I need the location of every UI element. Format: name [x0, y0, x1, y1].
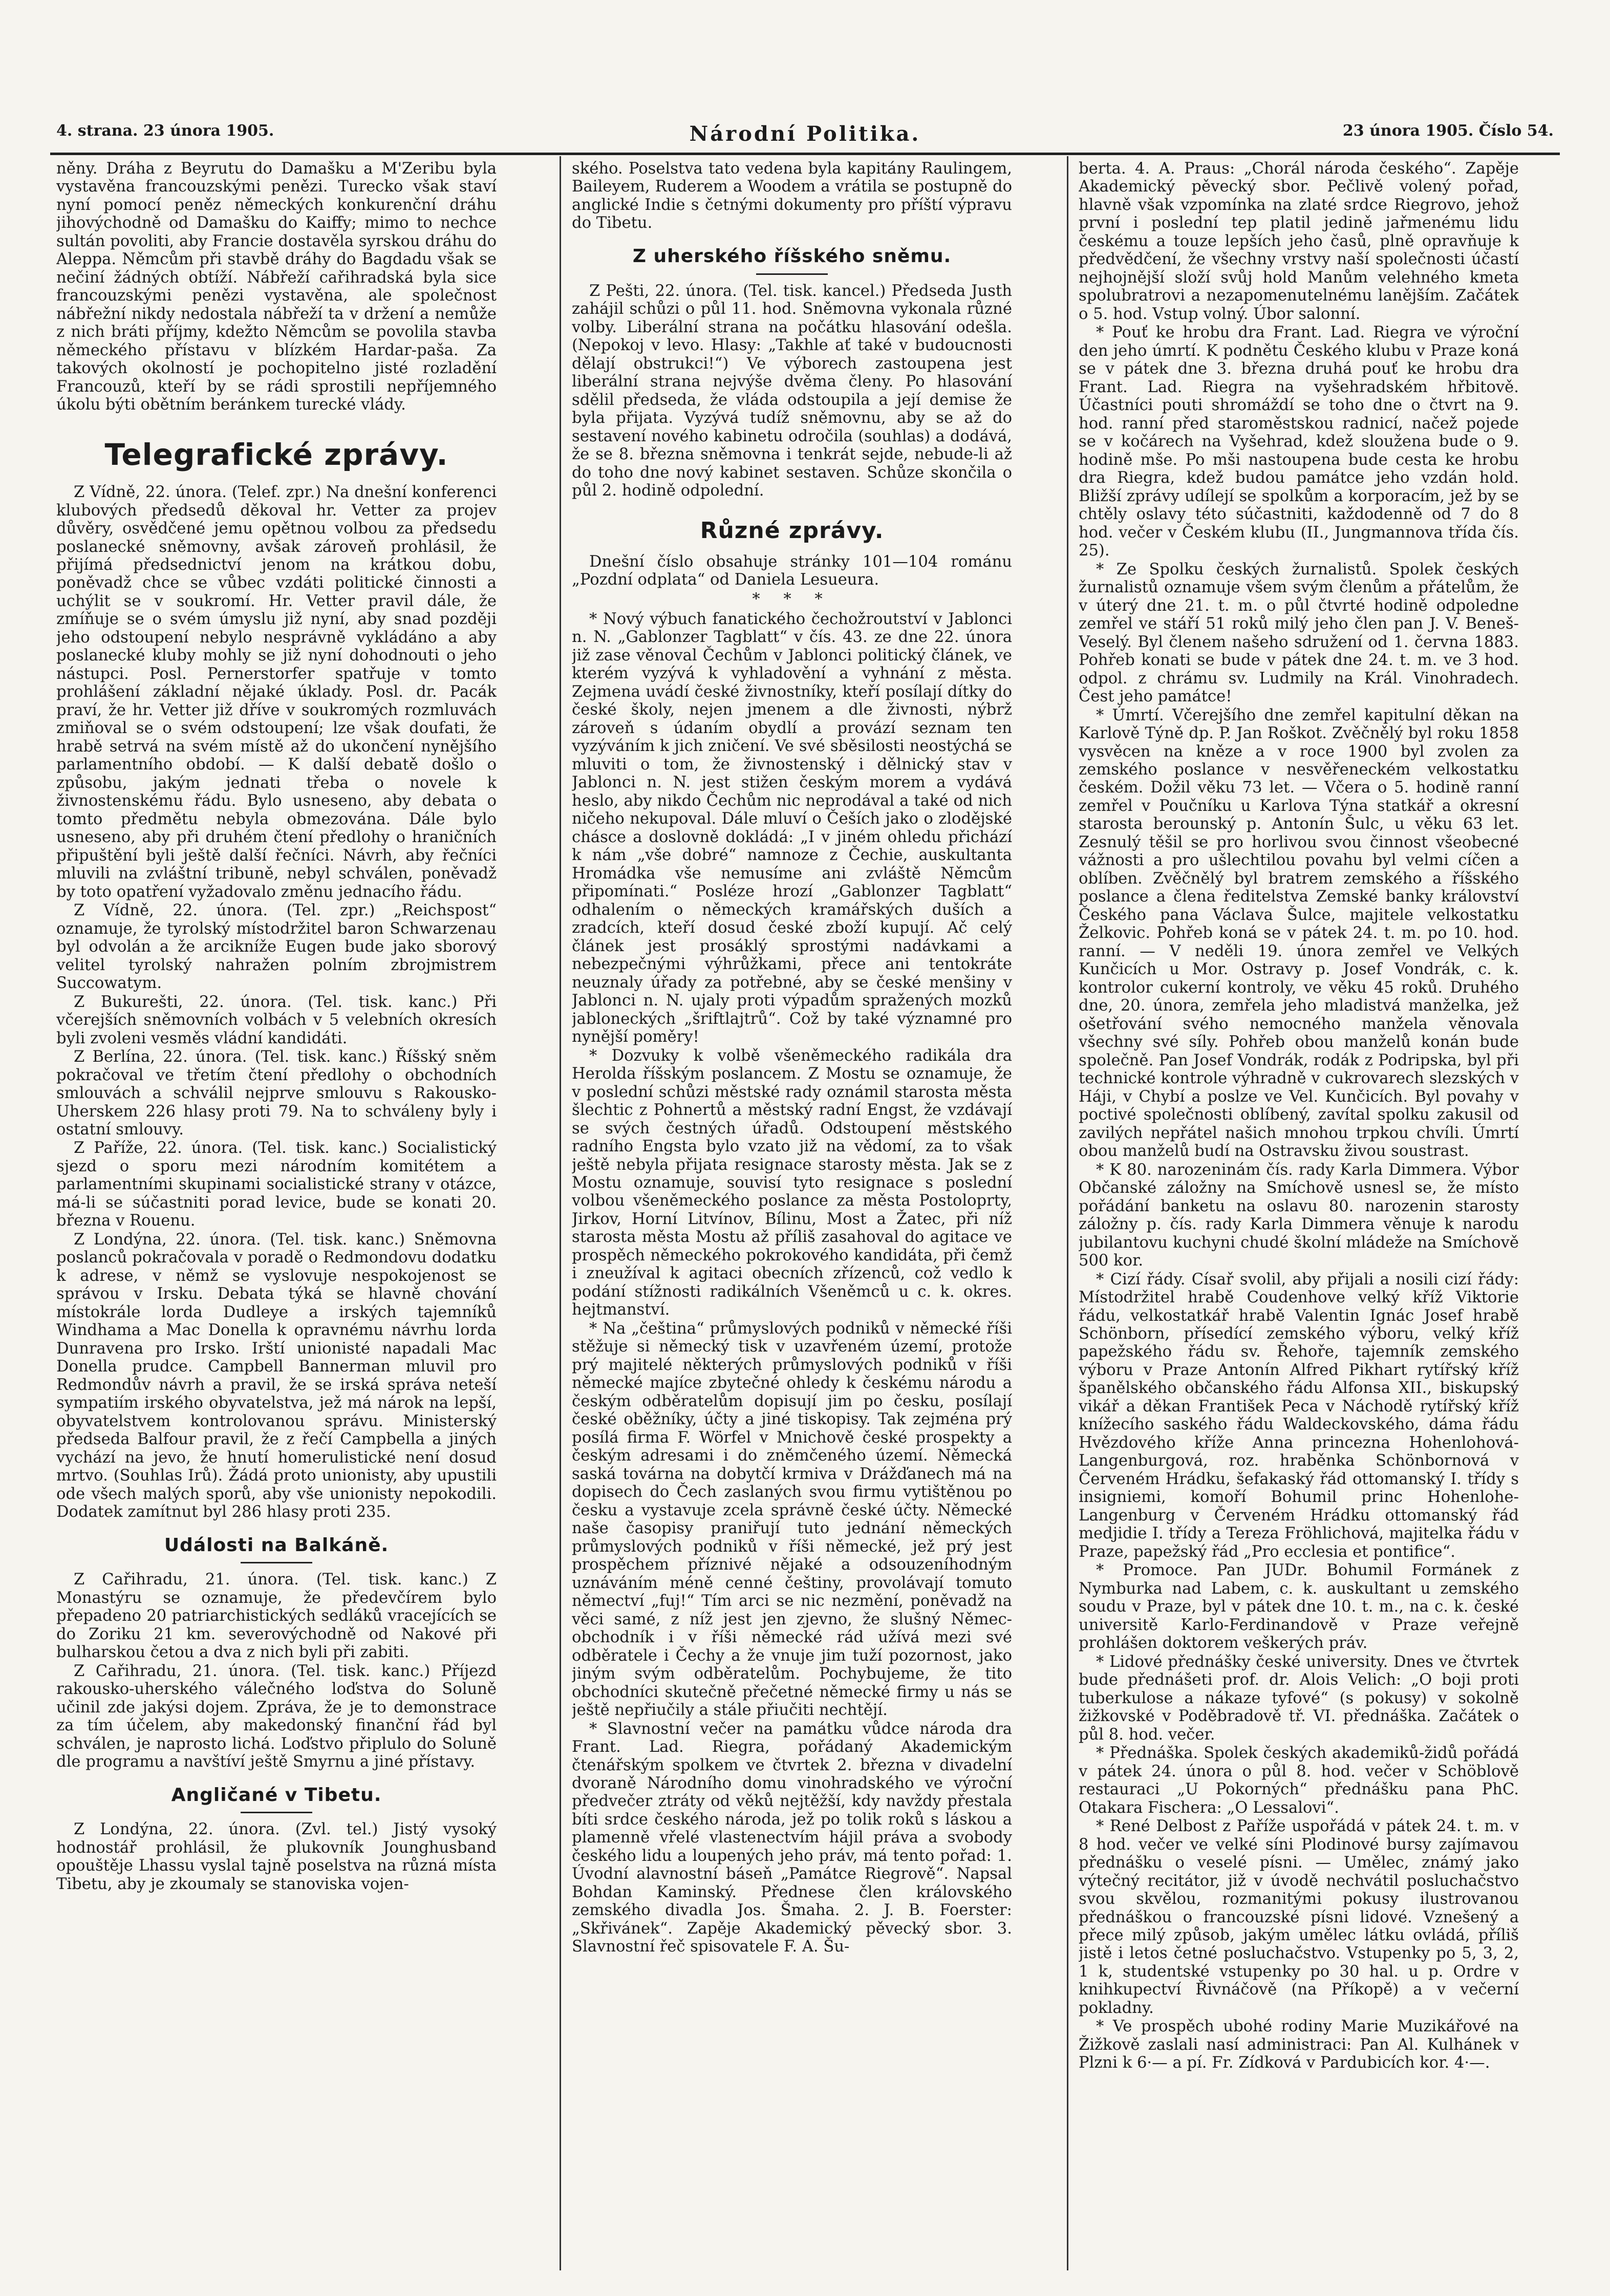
section-heading-ruzne-zpravy: Různé zprávy. — [700, 517, 884, 544]
paragraph: * Na „čeština“ průmyslových podniků v německé říši stěžuje si německý tisk v uzavřeném území, protože prý majitelé některých průmyslových podniků v říši německé majíce zbytečné ohledy k českému národu a českým odběratelům dopisují jim po česku, posílají české oběžníky, účty a jiné tiskopisy. Tak zejména prý posílá firma F. Wörfel v Mnichově české prospekty a českým adresami i do zněmčeného území. Německá saská továrna na dobytčí krmiva v Drážďanech má na dopisech do Čech zaslaných svou firmu vytištěnou po česku a vystavuje zcela správně české účty. Německé naše časopisy praniřují tuto jednání německých průmyslových podniků v říši německé, jež prý jest prospěchem příznivé nějaké a odsouzeníhodným uznáváním méně cenné češtiny, provolávají tomuto němectví „fuj!“ Tím arci se nic nezmění, poněvadž na věci samé, z níž jest jen zjevno, že slušný Němec-obchodník i v říši německé rád užívá mezi své odběratele i Čechy a že vnuje jim tuží pozornost, jako jiným svým odběratelům. Pochybujeme, že tito obchodníci skutečně přečetné německé firmy u nás se ještě nepřiučily a stále přiučiti nechtějí. — [572, 1319, 1012, 1720]
paragraph: Z Bukurešti, 22. února. (Tel. tisk. kanc.) Při včerejších sněmovních volbách v 5 velebních okresích byli zvoleni vesměs vládní kandidáti. — [56, 993, 497, 1047]
heading-rule — [756, 273, 828, 275]
paragraph: Z Londýna, 22. února. (Tel. tisk. kanc.) Sněmovna poslanců pokračovala v poradě o Redmondovu dodatku k adrese, v němž se vyslovuje nespokojenost se správou v Irsku. Debata týká se hlavně chování místokrále lorda Dudleye a irských tajemníků Windhama a Mac Donella k opravnému návrhu lorda Dunravena pro Irsko. Irští unionisté napadali Mac Donella prudce. Campbell Bannerman mluvil pro Redmondův návrh a pravil, že se irská správa neteší sympatiím irského obyvatelstva, jež má nárok na lepší, obyvatelstvem kontrolovanou správu. Ministerský předseda Balfour pravil, že z řečí Campbella a jiných vychází na jevo, že hnutí homerulistické není dosud mrtvo. (Souhlas Irů). Žádá proto unionisty, aby upustili ode všech malých sporů, aby vše unionisty nepokodili. Dodatek zamítnut byl 286 hlasy proti 235. — [56, 1230, 497, 1521]
header-right-issue: 23 února 1905. Číslo 54. — [1342, 122, 1554, 140]
heading-rule — [241, 1812, 312, 1813]
paragraph: * Lidové přednášky české university. Dnes ve čtvrtek bude přednášeti prof. dr. Alois Velich: „O boji proti tuberkulose a nákaze tyfové“ (s pokusy) v sokolně žižkovské v Poděbradově tř. VI. přednáška. Začátek o půl 8. hod. večer. — [1079, 1653, 1519, 1744]
header-rule — [50, 153, 1560, 155]
paragraph: ského. Poselstva tato vedena byla kapitány Raulingem, Baileyem, Ruderem a Woodem a vrátila se postupně do anglické Indie s četnými dokumenty pro příští výpravu do Tibetu. — [572, 160, 1012, 232]
paragraph: Dnešní číslo obsahuje stránky 101—104 románu „Pozdní odplata“ od Daniela Lesueura. — [572, 552, 1012, 589]
paragraph: * Přednáška. Spolek českých akademiků-židů pořádá v pátek 24. února o půl 8. hod. večer v Schöblově restauraci „U Pokorných“ přednášku pana PhC. Otakara Fischera: „O Lessalovi“. — [1079, 1744, 1519, 1817]
section-heading-balkan: Události na Balkáně. — [164, 1534, 389, 1556]
masthead-title: Národní Politika. — [689, 122, 921, 146]
column-2 — [572, 160, 1012, 2269]
paragraph: něny. Dráha z Beyrutu do Damašku a M'Zeribu byla vystavěna francouzskými penězi. Turecko však staví nyní pomocí peněz německých konkurenční dráhu jihovýchodně od Damašku do Kaiffy; mimo to nechce sultán povoliti, aby Francie dostavěla syrskou dráhu do Aleppa. Němcům při stavbě dráhy do Bagdadu však se nečiní žádných obtíží. Nábřeží cařihradská byla sice francouzskými penězi vystavěna, ale společnost nábřežní nikdy nedostala nábřeží ta v držení a nemůže z nich bráti příjmy, kdežto Němcům se povolila stavba německého přístavu v blízkém Hardar-paša. Za takových okolností je pochopitelno jisté rozladění Francouzů, kteří by se rádi sprostili nepříjemného úkolu býti obětním beránkem turecké vlády. — [56, 160, 497, 414]
paragraph: berta. 4. A. Praus: „Chorál národa českého“. Zapěje Akademický pěvecký sbor. Pečlivě volený pořad, hlavně však vzpomínka na zlaté srdce Riegrovo, jehož první i poslední tep platil jedině jařmenému lidu českému a touze lepších jeho časů, plně opravňuje k předvědčení, že všechny vrstvy naší společnosti účastí nejhojnější složí svůj hold Manům velehného kmeta spolubratrovi a nezapomenutelnému lanějším. Začátek o 5. hod. Vstup volný. Úbor salonní. — [1079, 160, 1519, 323]
heading-rule — [241, 1562, 312, 1563]
paragraph: Z Pešti, 22. února. (Tel. tisk. kancel.) Předseda Justh zahájil schůzi o půl 11. hod. Sněmovna vykonala různé volby. Liberální strana na počátku hlasování odešla. (Nepokoj v levo. Hlasy: „Takhle ať také v budoucnosti dělají obstrukci!“) Ve výborech zastoupena jest liberální strana nejvýše dvěma členy. Po hlasování sdělil předseda, že vláda odstoupila a její demise že byla přijata. Vyzývá tudíž sněmovnu, aby se až do sestavení nového kabinetu odročila (souhlas) a dodává, že se 8. března sněmovna i tenkrát sejde, nebude-li až do toho dne nový kabinet sestaven. Schůze skončila o půl 2. hodině odpolední. — [572, 282, 1012, 500]
paragraph: * René Delbost z Paříže uspořádá v pátek 24. t. m. v 8 hod. večer ve velké síni Plodinové bursy zajímavou přednášku o veselé písni. — Umělec, známý jako výtečný recitátor, již v úvodě nechvátil posluchačstvo svou skvělou, rozmanitými pokusy ilustrovanou přednáškou o francouzské písni lidové. Vznešený a přece milý způsob, jakým umělec látku ovládá, příliš jistě i letos četné posluchačstvo. Vstupenky po 5, 3, 2, 1 k, studentské vstupenky po 30 hal. u p. Ordre v knihkupectví Řivnáčově (na Příkopě) a v večerní pokladny. — [1079, 1817, 1519, 2017]
column-divider-2 — [1067, 156, 1068, 2270]
column-divider-1 — [560, 156, 561, 2270]
paragraph: Z Berlína, 22. února. (Tel. tisk. kanc.) Říšský sněm pokračoval ve třetím čtení předlohy o obchodních smlouvách a schválil nejprve smlouvu s Rakousko-Uherskem 226 hlasy proti 79. Na to schváleny byly i ostatní smlouvy. — [56, 1048, 497, 1139]
paragraph: * Dozvuky k volbě všeněmeckého radikála dra Herolda říšským poslancem. Z Mostu se oznamuje, že v poslední schůzi městské rady oznámil starosta města šlechtic z Pohnertů a městský radní Engst, že vzdávají se svých čestných úřadů. Odstoupení městského radního Engsta bylo vzato již na vědomí, za to však ještě nebyla přijata resignace starosty města. Jak se z Mostu oznamuje, souvisí tyto resignace s poslední volbou všeněmeckého poslance za města Postoloprty, Jirkov, Horní Litvínov, Bílinu, Most a Žatec, při níž starosta města Mostu až příliš zasahoval do agitace ve prospěch německého pokrokového kandidáta, při čemž i zneužíval k agitaci obecních zřízenců, což vedlo k podání stížnosti radikálních Všeněmců u c. k. okres. hejtmanství. — [572, 1046, 1012, 1319]
paragraph: * K 80. narozeninám čís. rady Karla Dimmera. Výbor Občanské záložny na Smíchově usnesl se, že místo pořádání banketu na oslavu 80. narozenin starosty záložny p. čís. rady Karla Dimmera věnuje k narodu jubilantovu kuchyni chudé školní mládeže na Smíchově 500 kor. — [1079, 1161, 1519, 1270]
paragraph: Z Londýna, 22. února. (Zvl. tel.) Jistý vysoký hodnostář prohlásil, že plukovník Jounghusband opouštěje Lhassu vyslal tajně poselstva na různá místa Tibetu, aby je zkoumaly se stanoviska vojen- — [56, 1820, 497, 1893]
paragraph: * Nový výbuch fanatického čechožroutství v Jablonci n. N. „Gablonzer Tagblatt“ v čís. 43. ze dne 22. února již zase věnoval Čechům v Jablonci politický článek, ve kterém vyzývá k vyhladovění a vyhnání z města. Zejmena uvádí české živnostníky, kteří posílají dítky do české školy, nejen jmenem a dle živnosti, nýbrž zároveň s údaním obydlí a provází seznam ten vyzýváním k jich zničení. Ve své sběsilosti neostýchá se mluviti o tom, že živnostenský i dělnický stav v Jablonci n. N. jest stižen českým morem a vydává heslo, aby nikdo Čechům nic neprodával a také od nich ničeho nekupoval. Dále mluví o Češích jako o zlodějské chásce a doslovně dokládá: „I v jiném ohledu přichází k nám „vše dobré“ namnoze z Čechie, auskultanta Hromádka vše nemusíme ani zvláště Němcům připomínati.“ Posléze hrozí „Gablonzer Tagblatt“ odhalením o německých kramářských duších a zradcích, kteří dosud české zboží kupují. Ač celý článek jest prosáklý sprostými nadávkami a nebezpečnými výhrůžkami, přece ani tentokráte neuznaly úřady za potřebné, aby se české menšiny v Jablonci n. N. ujaly proti výpadům spražených mozků jabloneckých „šriftlajtrů“. Což by také významné pro nynější poměry! — [572, 610, 1012, 1046]
paragraph: Z Vídně, 22. února. (Telef. zpr.) Na dnešní konferenci klubových předsedů děkoval hr. Vetter za projev důvěry, osvědčené jemu opětnou volbou za předsedu poslanecké sněmovny, avšak zároveň prohlásil, že přijímá předsednictví jenom na krátkou dobu, poněvadž chce se vůbec vzdáti politické činnosti a uchýlit se v soukromí. Hr. Vetter pravil dále, že zmíňuje se o svém úmyslu již nyní, aby snad později jeho odstoupení nebylo nesprávně vykládáno a aby poslanecké kluby mohly se již nyní dohodnouti o jeho nástupci. Posl. Pernerstorfer spatřuje v tomto prohlášení základní nějaké úklady. Posl. dr. Pacák praví, že hr. Vetter již dříve v soukromých rozmluvách zmiňoval se o svém odstoupení; lze však doufati, že hrabě setrvá na svém místě až do ukončení nynějšího parlamentního období. — K další debatě došlo o způsobu, jakým jednati třeba o novele k živnostenskému řádu. Bylo usneseno, aby debata o tomto předmětu nebyla obmezována. Dále bylo usneseno, aby při druhém čtení předlohy o hraničních připuštění byli ještě další řečníci. Návrh, aby řečníci mluvili na zvláštní tribuně, nebyl schválen, poněvadž by toto opatření vyžadovalo změnu jednacího řádu. — [56, 483, 497, 901]
paragraph: Z Vídně, 22. února. (Tel. zpr.) „Reichspost“ oznamuje, že tyrolský místodržitel baron Schwarzenau byl odvolán a že arcikníže Eugen bude jako sborový velitel tyrolský nahražen polním zbrojmistrem Succowatym. — [56, 902, 497, 993]
column-1 — [56, 160, 497, 2269]
column-3 — [1079, 160, 1519, 2269]
paragraph: Z Paříže, 22. února. (Tel. tisk. kanc.) Socialistický sjezd o sporu mezi národním komitétem a parlamentními skupinami socialistické strany v otázce, má-li se súčastniti porad levice, bude se konati 20. března v Rouenu. — [56, 1139, 497, 1230]
section-heading-tibet: Angličané v Tibetu. — [171, 1784, 382, 1806]
paragraph: * Úmrtí. Včerejšího dne zemřel kapitulní děkan na Karlově Týně dp. P. Jan Roškot. Zvěčnělý byl roku 1858 vysvěcen na kněze a v roce 1900 byl zvolen za zemského poslance v nesvěřeneckém velkostatku českém. Dožil věku 73 let. — Včera o 5. hodině ranní zemřel v Poučníku u Karlova Týna statkář a okresní starosta berounský p. Antonín Šulc, u věku 63 let. Zesnulý těšil se pro horlivou svou činnost všeobecné vážnosti a pro ušlechtilou povahu byl velmi cíčen a oblíben. Zvěčnělý byl bratrem zemského a říšského poslance a člena ředitelstva Zemské banky království Českého pana Václava Šulce, majitele velkostatku Želkovic. Pohřeb koná se v pátek 24. t. m. po 10. hod. ranní. — V neděli 19. února zemřel ve Velkých Kunčicích u Mor. Ostravy p. Josef Vondrák, c. k. kontrolor cukerní kontroly, ve věku 45 roků. Druhého dne, 20. února, zemřela jeho mladistvá manželka, jež ošetřování svého nemocného manžela věnovala všechny své síly. Pohřeb obou manželů konán bude společně. Pan Josef Vondrák, rodák z Podripska, byl při technické kontrole výhradně v cukrovarech slezských v Háji, v Chybí a poslze ve Vel. Kunčicích. Byl povahy v poctivé společnosti oblíbený, zavítal spolku zakusil od zavilých nepřátel našich mnohou trpkou chvíli. Úmrtí obou manželů budí na Ostravsku živou soustrast. — [1079, 706, 1519, 1161]
paragraph: Z Cařihradu, 21. února. (Tel. tisk. kanc.) Z Monastýru se oznamuje, že předevčírem bylo přepadeno 20 patriarchistických sedláků vracejících se do Zoriku 21 km. severovýchodně od Nakové při bulharskou četou a dva z nich byli při zabiti. — [56, 1571, 497, 1662]
section-heading-telegrafy: Telegrafické zprávy. — [104, 437, 448, 472]
paragraph: * Ze Spolku českých žurnalistů. Spolek českých žurnalistů oznamuje všem svým členům a přátelům, že v úterý dne 21. t. m. o půl čtvrté hodině odpoledne zemřel ve stáří 51 roků milý jeho člen pan J. V. Beneš-Veselý. Byl členem našeho sdružení od 1. června 1883. Pohřeb konati se bude v pátek dne 24. t. m. ve 3 hod. odpol. z chrámu sv. Ludmily na Král. Vinohradech. Čest jeho památce! — [1079, 560, 1519, 706]
paragraph: * Ve prospěch ubohé rodiny Marie Muzikářové na Žižkově zaslali nasí administraci: Pan Al. Kulhánek v Plzni k 6·— a pí. Fr. Zídková v Pardubicích kor. 4·—. — [1079, 2018, 1519, 2072]
paragraph: * Slavnostní večer na památku vůdce národa dra Frant. Lad. Riegra, pořádaný Akademickým čtenářským spolkem ve čtvrtek 2. března v divadelní dvoraně Národního domu vinohradského ve výroční předvečer ztráty od věků nejtěžší, kdy navždy přestala bíti srdce českého národa, jež po tolik roků s láskou a plamenně vřelé vlastenectvím hájil práva a svobody českého lidu a loupených jeho práv, má tento pořad: 1. Úvodní alavnostní báseň „Památce Riegrově“. Napsal Bohdan Kaminský. Přednese člen královského zemského divadla Jos. Šmaha. 2. J. B. Foerster: „Skřivánek“. Zapěje Akademický pěvecký sbor. 3. Slavnostní řeč spisovatele F. A. Šu- — [572, 1720, 1012, 1956]
paragraph: * Promoce. Pan JUDr. Bohumil Formánek z Nymburka nad Labem, c. k. auskultant u zemského soudu v Praze, byl v pátek dne 10. t. m., na c. k. české universitě Karlo-Ferdinandově v Praze veřejně prohlášen doktorem veškerých práv. — [1079, 1561, 1519, 1653]
paragraph: Z Cařihradu, 21. února. (Tel. tisk. kanc.) Příjezd rakousko-uherského válečného loďstva do Soluně učinil zde jakýsi dojem. Zpráva, že je to demonstrace za tím účelem, aby makedonský finanční řád byl schválen, je naprosto lichá. Loďstvo připlulo do Soluně dle programu a navštíví ještě Smyrnu a jiné přístavy. — [56, 1662, 497, 1771]
separator-stars: * * * — [752, 590, 832, 608]
paragraph: * Pouť ke hrobu dra Frant. Lad. Riegra ve výroční den jeho úmrtí. K podnětu Českého klubu v Praze koná se v pátek dne 3. března druhá pouť ke hrobu dra Frant. Lad. Riegra na vyšehradském hřbitově. Účastníci pouti shromáždí se toho dne o čtvrt na 9. hod. ranní před staroměstskou radnicí, načež pojede se v kočárech na Vyšehrad, kdež sloužena bude o 9. hodině mše. Po mši nastoupena bude cesta ke hrobu dra Riegra, kdež budou památce jeho vzdán hold. Bližší zprávy udílejí se spolkům a korporacím, jež by se chtěly oslavy této súčastniti, každodenně od 7 do 8 hod. večer v Českém klubu (II., Jungmannova třída čís. 25). — [1079, 324, 1519, 560]
header-left-date: 4. strana. 23 února 1905. — [56, 122, 274, 140]
paragraph: * Cizí řády. Císař svolil, aby přijali a nosili cizí řády: Místodržitel hrabě Coudenhove velký kříž Viktorie řádu, velkostatkář hrabě Valentin Ignác Josef hrabě Schönborn, přísedící zemského výboru, velký kříž papežského řádu sv. Řehoře, tajemník zemského výboru v Praze Antonín Alfred Pikhart rytířský kříž španělského občanského řádu Alfonsa XII., biskupský vikář a děkan František Peca v Náchodě rytířský kříž knížecího saského řádu Waldeckovského, dáma řádu Hvězdového kříže Anna princezna Hohenlohová-Langenburgová, roz. hraběnka Schönbornová v Červeném Hrádku, šefakaský řád ottomanský I. třídy s insigniemi, komoří Bohumil princ Hohenlohe-Langenburg v Červeném Hrádku ottomanský řád medjidie I. třídy a Tereza Fröhlichová, majitelka řádu v Praze, papežský řád „Pro ecclesia et pontifice“. — [1079, 1270, 1519, 1561]
page-header — [50, 122, 1560, 153]
section-heading-uhersky-snem: Z uherského říšského sněmu. — [632, 245, 952, 267]
